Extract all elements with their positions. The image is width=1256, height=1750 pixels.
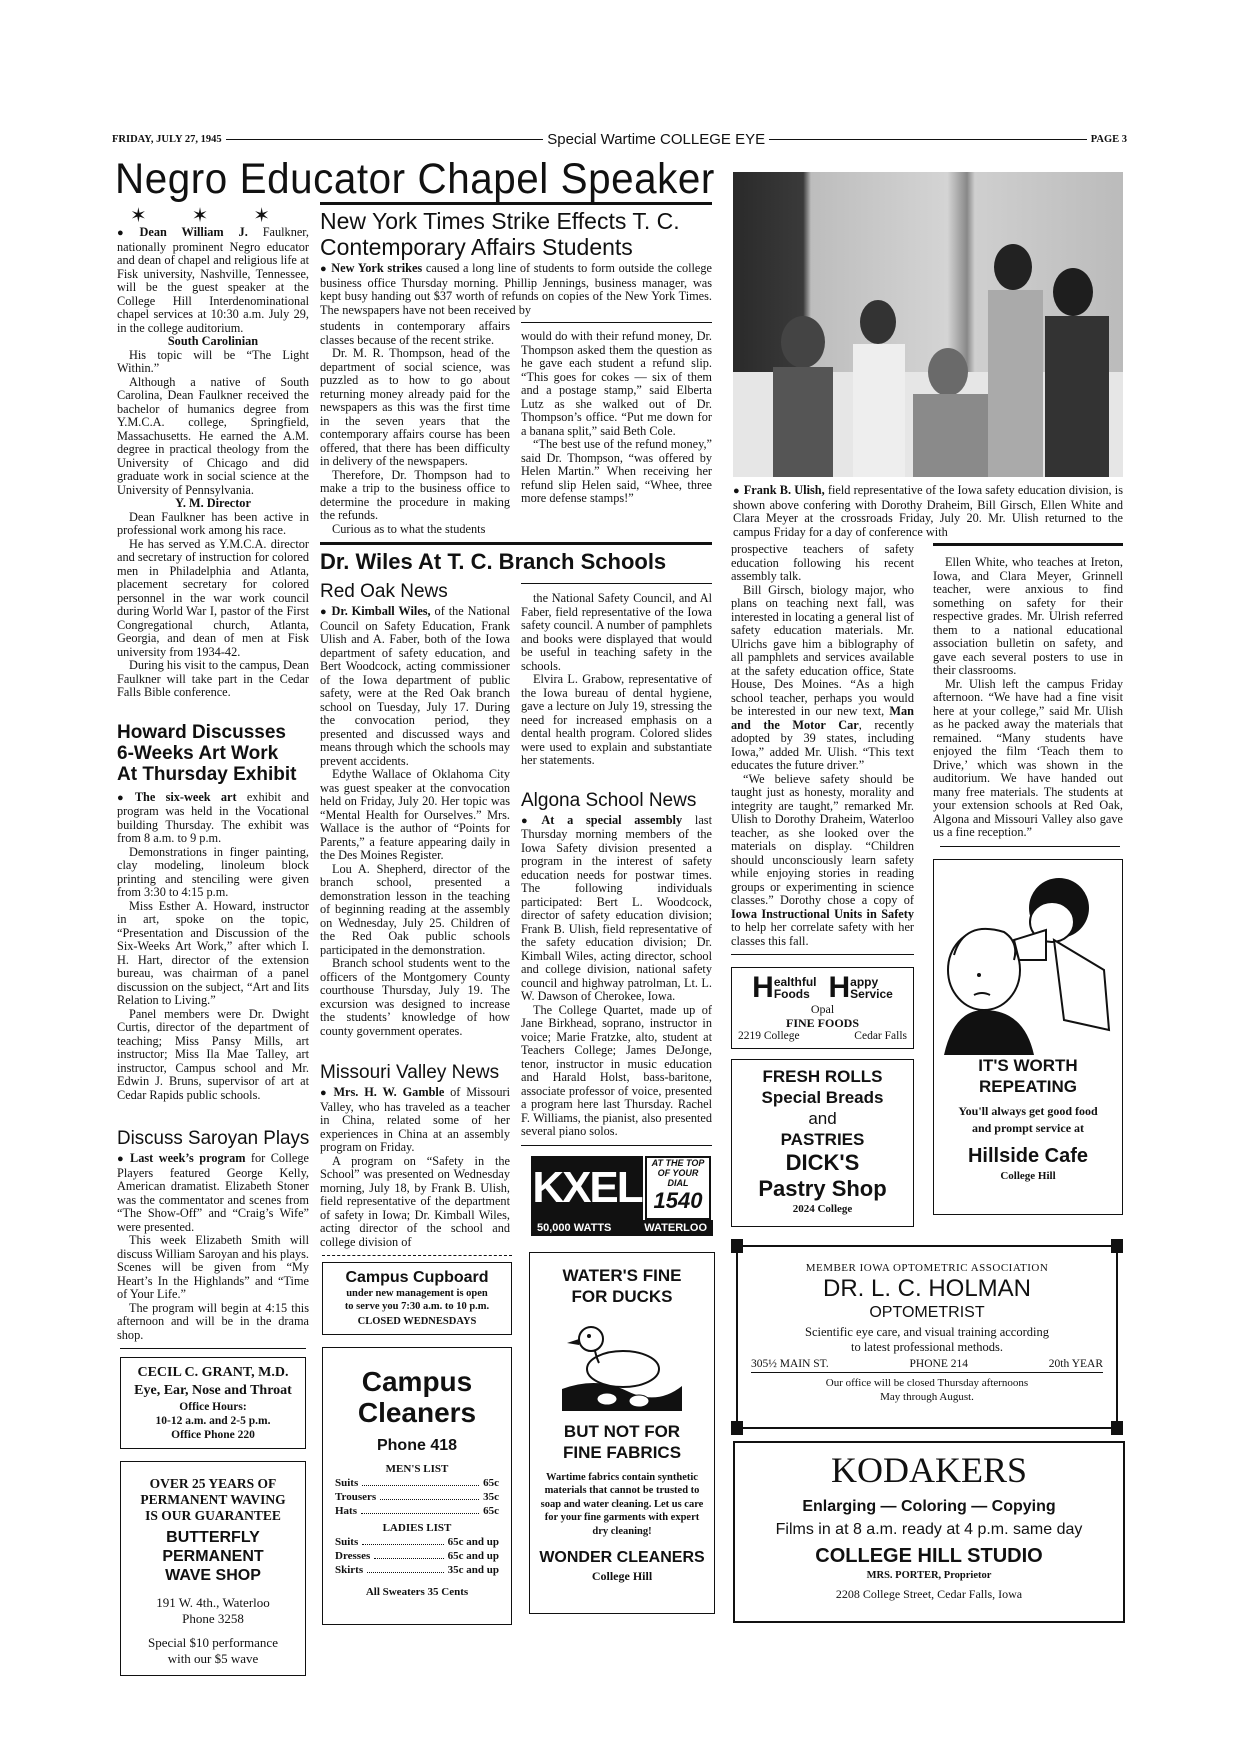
- ad-holman-optometrist: [731, 1245, 1123, 1429]
- article-howard-body: [117, 791, 309, 1103]
- subheading: Y. M. Director: [175, 496, 251, 510]
- paragraph: [320, 523, 510, 537]
- paragraph: [521, 673, 712, 768]
- price-value: 65c and up: [447, 1550, 499, 1562]
- ad-text: May through August.: [880, 1390, 974, 1403]
- ad-text: and: [808, 1109, 837, 1128]
- paragraph: [731, 773, 914, 949]
- star-icon: ✶: [253, 205, 270, 227]
- paragraph: [320, 605, 510, 768]
- article-missouri-valley: [320, 1086, 510, 1249]
- ad-text: PASTRIES: [780, 1130, 865, 1149]
- article-algona: [521, 814, 712, 1139]
- text-run: of the National Council on Safety Education, Frank Ulish and A. Faber, both of the Iowa department of safety education, and Bert Woodcock, acting commissioner of the Iowa department of public safety, were at the Red Oak branch school on Tuesday, July 17. During the convocation period, they presented and discussed ways and means through which the schools may prevent accidents.: [320, 604, 510, 768]
- text-run: His topic will be “The Light Within.”: [117, 347, 309, 375]
- headline-line: Contemporary Affairs Students: [320, 234, 633, 260]
- ad-text: Enlarging — Coloring — Copying: [802, 1498, 1056, 1515]
- ad-text: Foods: [773, 987, 810, 1001]
- ad-headline: IT'S WORTH: [978, 1055, 1078, 1075]
- bold-text: Mrs. H. W. Gamble: [333, 1085, 445, 1099]
- ad-text: College Hill: [591, 1569, 653, 1583]
- ad-title: Pastry Shop: [758, 1176, 887, 1201]
- paragraph: [117, 349, 309, 376]
- divider: [940, 846, 1120, 847]
- ad-text: College Hill: [1000, 1169, 1056, 1182]
- paragraph: [521, 330, 712, 438]
- bullet-icon: ●: [320, 263, 328, 275]
- ad-text: Our office will be closed Thursday afternoons: [825, 1377, 1029, 1389]
- ad-text: OPTOMETRIST: [869, 1304, 985, 1321]
- duck-illustration: [557, 1311, 687, 1421]
- ulish-column-a: [731, 543, 914, 948]
- ad-text: Opal: [810, 1002, 835, 1016]
- ad-phone: Phone 3258: [182, 1611, 244, 1626]
- divider: [320, 542, 712, 545]
- price-row: [335, 1549, 499, 1563]
- ad-address: 191 W. 4th., Waterloo: [156, 1595, 270, 1610]
- ad-title: CECIL C. GRANT, M.D.: [137, 1365, 289, 1380]
- price-row: [335, 1504, 499, 1518]
- paragraph: [117, 1008, 309, 1103]
- headline-howard: [117, 722, 309, 785]
- paragraph: [521, 438, 712, 506]
- text-run: Ellen White, who teaches at Ireton, Iowa, and Clara Meyer, Grinnell teacher, were anxious to find something on safety for their respective grades. Mr. Ulrish referred them to a national educational association bulletin on safety, and gave each several posters to use in their classrooms.: [933, 555, 1123, 677]
- headline-nyt: [320, 208, 712, 260]
- text-run: Bill Girsch, biology major, who plans on teaching next fall, was interested in locating a general list of safety education materials. Mr. Ulrichs gave him a biblography of all pamphlets and services available at the safety education office, State House, Des Moines. “As a high school teacher, perhaps you would be interested in our new text,: [731, 582, 914, 718]
- ad-text: H: [828, 971, 851, 1004]
- star-icon: ✶: [191, 205, 209, 227]
- ad-text: All Sweaters 35 Cents: [365, 1586, 469, 1598]
- ad-title: [335, 1366, 499, 1428]
- nyt-column-a: [320, 320, 510, 536]
- text-run: Although a native of South Carolina, Dean Faulkner received the bachelor of humanics degree from Y.M.C.A. college, Springfield, Massachusetts. He earned the A.M. degree in practical theology from the University of Chicago and did graduate work in social science at the University of Pennsylvania.: [117, 374, 309, 497]
- divider: [521, 322, 712, 323]
- ad-text: H: [752, 971, 774, 1004]
- ad-text: WAVE SHOP: [165, 1567, 261, 1584]
- ad-address: 305½ MAIN ST.: [751, 1358, 829, 1370]
- heading-red-oak: Red Oak News: [320, 581, 448, 602]
- ad-title: DICK'S: [785, 1150, 860, 1175]
- ad-campus-cleaners: [322, 1347, 512, 1625]
- headline-line: Howard Discusses: [117, 721, 286, 743]
- divider: [731, 954, 914, 955]
- kxel-logo: KXEL: [531, 1156, 643, 1220]
- heading-missouri-valley: Missouri Valley News: [320, 1062, 500, 1083]
- text-run: Dean Faulkner has been active in professional work among his race.: [117, 509, 309, 537]
- price-value: 65c: [483, 1505, 499, 1517]
- nyt-lead: [320, 262, 712, 317]
- ad-text: [774, 976, 817, 1000]
- mens-price-list: [335, 1476, 499, 1518]
- price-item: Suits: [335, 1536, 359, 1548]
- bold-text: New York strikes: [331, 261, 423, 275]
- text-run: Demonstrations in finger painting, clay modeling, linoleum block printing and stenciling were given from 3:30 to 4:15 p.m.: [117, 844, 309, 899]
- divider: [226, 139, 544, 140]
- price-item: Trousers: [335, 1491, 377, 1503]
- bold-text: Iowa Instructional Units in Safety: [731, 906, 914, 921]
- dot-leader: [380, 1490, 479, 1500]
- paragraph: [521, 1004, 712, 1139]
- price-value: 65c and up: [447, 1536, 499, 1548]
- ad-text: under new management is open: [346, 1288, 488, 1299]
- text-run: This week Elizabeth Smith will discuss William Saroyan and his plays. Scenes will be given from “My Heart’s In the Highlands” and “Time of Your Life.”: [117, 1233, 309, 1301]
- text-run: Dr. M. R. Thompson, head of the department of social science, was puzzled as to how to go about returning money already paid for the newspapers as this was the first time in the seven years that the contemporary affairs course has been offered, that there has been difficulty in delivery of the newspapers.: [320, 346, 510, 468]
- paragraph: [320, 1086, 510, 1155]
- ad-text: BUT NOT FOR: [563, 1421, 681, 1441]
- ad-title: WONDER CLEANERS: [539, 1549, 705, 1566]
- dot-leader: [362, 1476, 479, 1486]
- ad-phone: PHONE 214: [909, 1358, 968, 1370]
- wiles-column-a: [320, 581, 510, 1249]
- page-number: PAGE 3: [1090, 133, 1127, 145]
- article-missouri-cont: [521, 592, 712, 768]
- ad-text: Scientific eye care, and visual training according: [805, 1325, 1049, 1339]
- ad-address: 2024 College: [792, 1203, 853, 1215]
- ad-text: Special Breads: [761, 1088, 884, 1107]
- divider: [736, 1247, 738, 1427]
- ad-text: Campus: [361, 1366, 473, 1397]
- ad-phone: Phone 418: [376, 1437, 458, 1454]
- ad-text: and prompt service at: [971, 1120, 1085, 1135]
- wiles-column-b: [521, 592, 712, 1139]
- photo-caption: [733, 484, 1123, 539]
- price-item: Suits: [335, 1477, 359, 1489]
- ad-text: IS OUR GUARANTEE: [145, 1508, 281, 1523]
- text-run: would do with their refund money, Dr. Thompson asked them the question as he gave each student a refund slip. “This goes for cokes — six of them and a postage stamp,” said Elberta Lutz as she walked out of Dr. Thompson’s office. “Put me down for a banana split,” said Beth Cole.: [521, 329, 712, 438]
- ad-title: Hillside Cafe: [967, 1144, 1089, 1167]
- text-run: Mr. Ulish left the campus Friday afternoon. “We have had a fine visit here at your college,” said Mr. Ulish as he packed away the materials that remained. “Many students have enjoyed the film ‘Teach them to Drive,’ which was shown in the auditorium. We have handed out many free materials. The students at your extension schools at Red Oak, Algona and Missouri Valley also gave us a fine reception.”: [933, 676, 1123, 839]
- ad-text: FINE FABRICS: [562, 1442, 682, 1462]
- bullet-icon: ●: [320, 1087, 330, 1099]
- nyt-column-b: [521, 330, 712, 506]
- paragraph: [731, 543, 914, 584]
- text-run: Elvira L. Grabow, representative of the Iowa bureau of dental hygiene, gave a lecture on July 19, stressing the need for increased emphasis on a dental health program. Colored slides were used to explain and substantiate her statements.: [521, 672, 712, 767]
- paragraph: [117, 1234, 309, 1302]
- divider: [1116, 1247, 1118, 1427]
- ad-text: FINE FOODS: [785, 1016, 859, 1030]
- headline-wiles: Dr. Wiles At T. C. Branch Schools: [320, 549, 667, 574]
- ad-tagline: [121, 1476, 305, 1524]
- price-item: Skirts: [335, 1564, 364, 1576]
- article-faulkner-body: [117, 226, 309, 700]
- paragraph: [117, 846, 309, 900]
- price-item: Hats: [335, 1505, 357, 1517]
- ad-text: Service: [850, 987, 893, 1001]
- text-run: “The best use of the refund money,” said Dr. Thompson, “was offered by Helen Martin.” When receiving her refund slip Helen said, “Whee, three more defense stamps!”: [521, 437, 712, 505]
- dot-leader: [367, 1563, 444, 1573]
- star-icon: ✶: [130, 205, 147, 227]
- dot-leader: [361, 1504, 479, 1514]
- paragraph: [117, 1302, 309, 1343]
- bold-text: At a special assembly: [541, 812, 683, 827]
- ad-text: FOR DUCKS: [571, 1286, 673, 1306]
- ladies-price-list: [335, 1535, 499, 1577]
- text-run: students in contemporary affairs classes because of the recent strike.: [320, 319, 510, 347]
- dot-leader: [374, 1549, 443, 1559]
- headline-faulkner: Negro Educator Chapel Speaker: [115, 155, 715, 203]
- divider: [322, 1255, 512, 1256]
- ad-address-row: [732, 1030, 913, 1042]
- ad-wonder-cleaners: [529, 1252, 715, 1614]
- text-run: Curious as to what the students: [332, 521, 486, 536]
- ad-hillside-cafe: [933, 859, 1123, 1215]
- ad-butterfly-wave-shop: [120, 1461, 306, 1676]
- paragraph: [117, 900, 309, 1008]
- price-value: 35c and up: [447, 1564, 499, 1576]
- ad-text: You'll always get good food: [958, 1103, 1098, 1118]
- paragraph: [117, 1152, 309, 1234]
- text-run: Panel members were Dr. Dwight Curtis, director of the department of teaching; Miss Pansy Mills, art instructor; Miss Ila Mae Talley, art instructor, Campus school and Mr. Edwin J. Bruns, supervisor of art at Cedar Rapids public schools.: [117, 1006, 309, 1102]
- ad-headline: [538, 1265, 706, 1307]
- ad-text: [850, 976, 893, 1000]
- price-list-heading: MEN'S LIST: [385, 1463, 449, 1475]
- dot-leader: [362, 1535, 443, 1545]
- text-run: last Thursday morning members of the Iowa Safety division presented a program in the interest of safety education needs for postwar times. The following individuals participated: Bert L. Woodcock, director of safety education division; Frank B. Ulish, field representative of the safety education division; Dr. Kimball Wiles, acting director, school and college division, national safety council and highway patrolman, Lt. L. W. Dawson of Cherokee, Iowa.: [521, 812, 712, 1003]
- ad-text: Office Phone 220: [171, 1429, 255, 1441]
- bold-text: Last week’s program: [130, 1151, 246, 1165]
- ad-address-row: [751, 1358, 1103, 1373]
- divider: [120, 1348, 306, 1349]
- text-run: for College Players featured George Kelly, American dramatist. Elizabeth Stoner was the commentator and scenes from “The Show-Off” and “Craig’s Wife” were presented.: [117, 1151, 309, 1234]
- ad-headline: [538, 1421, 706, 1463]
- paragraph: [320, 469, 510, 523]
- bold-text: Dean William J.: [139, 225, 248, 239]
- price-value: 65c: [483, 1477, 499, 1489]
- text-run: Branch school students went to the officers of the Montgomery County courthouse Thursday, July 19. The excursion was designed to increase the students’ knowledge of how county government operates.: [320, 956, 510, 1038]
- bullet-icon: ●: [117, 791, 131, 804]
- headline-saroyan: Discuss Saroyan Plays: [117, 1128, 310, 1149]
- kxel-dial: [645, 1156, 711, 1220]
- kxel-banner: [531, 1220, 713, 1236]
- headline-line: At Thursday Exhibit: [117, 763, 297, 785]
- paragraph: [320, 320, 510, 347]
- paper-name: Special Wartime COLLEGE EYE: [547, 130, 766, 148]
- ad-logo: [732, 971, 913, 1004]
- ad-text: FRESH ROLLS: [762, 1067, 883, 1086]
- paragraph: [117, 376, 309, 498]
- paragraph: [117, 791, 309, 846]
- ad-title: [121, 1528, 305, 1585]
- text-run: The program will begin at 4:15 this afternoon and will be in the drama shop.: [117, 1300, 309, 1342]
- text-run: exhibit and program was held in the Vocational building Thursday. The exhibit was from 8 a.m. to 9 p.m.: [117, 789, 310, 845]
- photo-ulish-conference: [733, 172, 1123, 477]
- ad-text: CLOSED WEDNESDAYS: [357, 1316, 477, 1327]
- article-red-oak: [320, 605, 510, 1038]
- text-run: Lou A. Shepherd, director of the branch school, presented a demonstration lesson in the teaching of beginning reading at the assembly on Wednesday, July 25. Children of the Red Oak public schools participated in the demonstration.: [320, 861, 510, 957]
- ad-title: Campus Cupboard: [345, 1269, 489, 1286]
- paragraph: [521, 814, 712, 1004]
- paragraph: [320, 768, 510, 863]
- article-saroyan-body: [117, 1152, 309, 1342]
- divider: [521, 1145, 712, 1146]
- bullet-icon: ●: [521, 814, 538, 827]
- ad-frequency: 1540: [653, 1187, 703, 1213]
- paragraph: [117, 538, 309, 660]
- price-row: [335, 1490, 499, 1504]
- paragraph: [117, 511, 309, 538]
- price-row: [335, 1563, 499, 1577]
- cartoon-illustration: [934, 860, 1120, 1055]
- text-run: the National Safety Council, and Al Faber, field representative of the Iowa safety council. A number of pamphlets and books were displayed that would be useful in teaching safety in the schools.: [521, 591, 712, 673]
- ad-text: WATER'S FINE: [562, 1265, 682, 1285]
- text-run: A program on “Safety in the School” was presented on Wednesday morning, July 18, by Frank B. Ulish, field representative of the department of safety in Iowa; Dr. Kimball Wiles, acting director of the school and college division of: [320, 1153, 510, 1249]
- ad-text: Films in at 8 a.m. ready at 4 p.m. same day: [775, 1521, 1083, 1538]
- ulish-column-b: [933, 556, 1123, 840]
- text-run: Miss Esther A. Howard, instructor in art, spoke on the topic, “Presentation and Discussion of the Six-Weeks Art Work,” after which I. H. Hart, director of the extension bureau, was chairman of a panel discussion on the subject, “Art and Iits Relation to Living.”: [117, 898, 309, 1007]
- paragraph: [320, 957, 510, 1038]
- ad-text: MEMBER IOWA OPTOMETRIC ASSOCIATION: [805, 1262, 1049, 1274]
- heading-algona: Algona School News: [521, 789, 697, 811]
- ad-address: 2219 College: [738, 1030, 800, 1042]
- price-row: [335, 1535, 499, 1549]
- column-1: [117, 226, 309, 1342]
- price-value: 35c: [483, 1491, 499, 1503]
- text-run: caused a long line of students to form outside the college business office Thursday morning. Phillip Jennings, business manager, was kept busy handing out $37 worth of refunds on copies of the New York Times. The newspapers have not been received by: [320, 261, 712, 317]
- paragraph: [320, 1155, 510, 1250]
- bold-text: Man and the Motor Car: [731, 704, 914, 732]
- paragraph: [117, 659, 309, 700]
- ad-text: ealthful: [773, 975, 817, 989]
- paragraph: [117, 226, 309, 335]
- ad-text: Wartime fabrics contain synthetic materials that cannot be trusted to soap and water cleaning. Let us care for your fine garments with expert dry cleaning!: [540, 1471, 704, 1537]
- ad-text: OVER 25 YEARS OF: [149, 1476, 277, 1491]
- ad-kodakers-studio: [733, 1441, 1125, 1623]
- paragraph: [521, 592, 712, 673]
- ad-logo-happy: [828, 971, 893, 1004]
- ad-dicks-pastry-shop: [731, 1059, 914, 1227]
- price-row: [335, 1476, 499, 1490]
- ad-cecil-grant: [120, 1357, 306, 1449]
- bullet-icon: ●: [117, 227, 136, 239]
- price-item: Dresses: [335, 1550, 371, 1562]
- paragraph: [320, 863, 510, 958]
- price-list-heading: LADIES LIST: [382, 1522, 452, 1534]
- bullet-icon: ●: [117, 1153, 127, 1165]
- ad-text: PERMANENT WAVING: [140, 1492, 286, 1507]
- ad-text: Special $10 performance: [148, 1635, 278, 1650]
- bullet-icon: ●: [733, 485, 740, 497]
- ad-headline: REPEATING: [979, 1076, 1077, 1096]
- text-run: “We believe safety should be taught just as honesty, morality and integrity are taught,” remarked Mr. Ulish to Dorothy Draheim, Waterloo teacher, as she looked over the materials on display. “Children should unconsciously learn safety while enjoying stories in reading groups or experimenting in science classes.” Dorothy chose a copy of: [731, 771, 914, 907]
- paragraph: [933, 556, 1123, 678]
- ad-text: MRS. PORTER, Proprietor: [866, 1570, 992, 1581]
- divider: [320, 202, 712, 205]
- text-run: field representative of the Iowa safety education division, is shown above confering with Dorothy Draheim, Bill Girsch, Ellen White and Clara Meyer at the crossroads Friday, July 20. Mr. Ulish returned to the campus Friday for a day of conference with: [733, 483, 1123, 539]
- text-run: of Missouri Valley, who has traveled as a teacher in China, related some of her experiences in China at an assembly program on Friday.: [320, 1085, 510, 1154]
- ad-text: to serve you 7:30 a.m. to 10 p.m.: [344, 1300, 490, 1312]
- photo-figures: [733, 172, 1123, 477]
- bullet-icon: ●: [320, 606, 328, 618]
- ad-campus-cupboard: [322, 1262, 512, 1335]
- paragraph: [731, 584, 914, 773]
- ad-text: OF YOUR: [657, 1167, 699, 1178]
- paragraph: [733, 484, 1123, 539]
- bold-text: Dr. Kimball Wiles,: [331, 604, 431, 618]
- ad-opal-fine-foods: [731, 967, 914, 1049]
- paragraph: [320, 347, 510, 469]
- text-run: Therefore, Dr. Thompson had to make a trip to the business office to determine the procedure in making the refunds.: [320, 467, 510, 522]
- ad-title: KODAKERS: [830, 1450, 1027, 1490]
- text-run: prospective teachers of safety education following his recent assembly talk.: [731, 542, 914, 583]
- text-run: Faulkner, nationally prominent Negro educator and dean of chapel and religious life at Fisk university, Nashville, Tennessee, will be the guest speaker at the College Hill Interdenominational chapel services at 10:30 a.m. July 29, in the college auditorium.: [117, 225, 309, 335]
- ad-text: COLLEGE HILL STUDIO: [815, 1545, 1043, 1567]
- ad-text: BUTTERFLY: [166, 1529, 260, 1546]
- ad-text: 50,000 WATTS: [537, 1221, 612, 1234]
- ad-text: 20th YEAR: [1048, 1358, 1103, 1370]
- ad-text: Cedar Falls: [854, 1030, 907, 1042]
- bold-text: Frank B. Ulish,: [743, 483, 825, 497]
- bold-text: The six-week art: [134, 789, 237, 804]
- ad-text: 10-12 a.m. and 2-5 p.m.: [155, 1415, 271, 1427]
- ad-text: PERMANENT: [162, 1548, 264, 1565]
- ad-text: Eye, Ear, Nose and Throat: [134, 1383, 292, 1398]
- ad-text: WATERLOO: [644, 1221, 707, 1234]
- text-run: Edythe Wallace of Oklahoma City was guest speaker at the convocation held on Friday, July 20. Her topic was “Mental Health for Ourselves.” Mrs. Wallace is the author of “Points for Parents,” a feature appearing daily in the Des Moines Register.: [320, 767, 510, 862]
- masthead: [112, 130, 1127, 148]
- subheading: South Carolinian: [167, 334, 259, 348]
- ad-text: DIAL: [667, 1177, 689, 1188]
- ad-text: Office Hours:: [179, 1401, 247, 1413]
- ad-text: to latest professional methods.: [850, 1340, 1004, 1354]
- text-run: During his visit to the campus, Dean Faulkner will take part in the Cedar Falls Bible conference.: [117, 658, 309, 699]
- ad-text: appy: [850, 975, 879, 989]
- text-run: He has served as Y.M.C.A. director and secretary of instruction for colored men in Philadelphia and Atlanta, placement secretary for colored personnel in the war work council during World War I, pastor of the First Congregational church, Atlanta, Georgia, and dean of men at Fisk university from 1934-42.: [117, 536, 309, 659]
- headline-line: 6-Weeks Art Work: [117, 742, 279, 764]
- ad-title: DR. L. C. HOLMAN: [822, 1275, 1032, 1302]
- divider: [933, 543, 1123, 546]
- text-run: to help her correlate safety with her classes this fall.: [731, 920, 914, 948]
- paragraph: [933, 678, 1123, 840]
- divider: [521, 583, 712, 584]
- ad-text: with our $5 wave: [167, 1651, 259, 1666]
- ad-address: 2208 College Street, Cedar Falls, Iowa: [835, 1587, 1023, 1601]
- ad-text: AT THE TOP: [651, 1157, 705, 1168]
- text-run: , recently adopted by 39 states, including Iowa,” added Mr. Ulish. “This text educates the future driver.”: [731, 717, 915, 772]
- ad-kxel-radio: [531, 1156, 713, 1238]
- ad-logo-healthful: [752, 971, 817, 1004]
- text-run: The College Quartet, made up of Jane Birkhead, soprano, instructor in voice; Marie Fratzke, alto, student at Teachers College; James DeJonge, tenor, instructor in music education and Harald Holst, bass-baritone, associate professor of voice, presented a program here last Thursday. Rachel F. Williams, the pianist, also presented several piano solos.: [521, 1002, 712, 1138]
- issue-date: FRIDAY, JULY 27, 1945: [112, 133, 222, 145]
- paragraph: [320, 262, 712, 317]
- headline-line: New York Times Strike Effects T. C.: [320, 208, 680, 234]
- divider: [769, 139, 1087, 140]
- ad-text: Cleaners: [357, 1397, 477, 1428]
